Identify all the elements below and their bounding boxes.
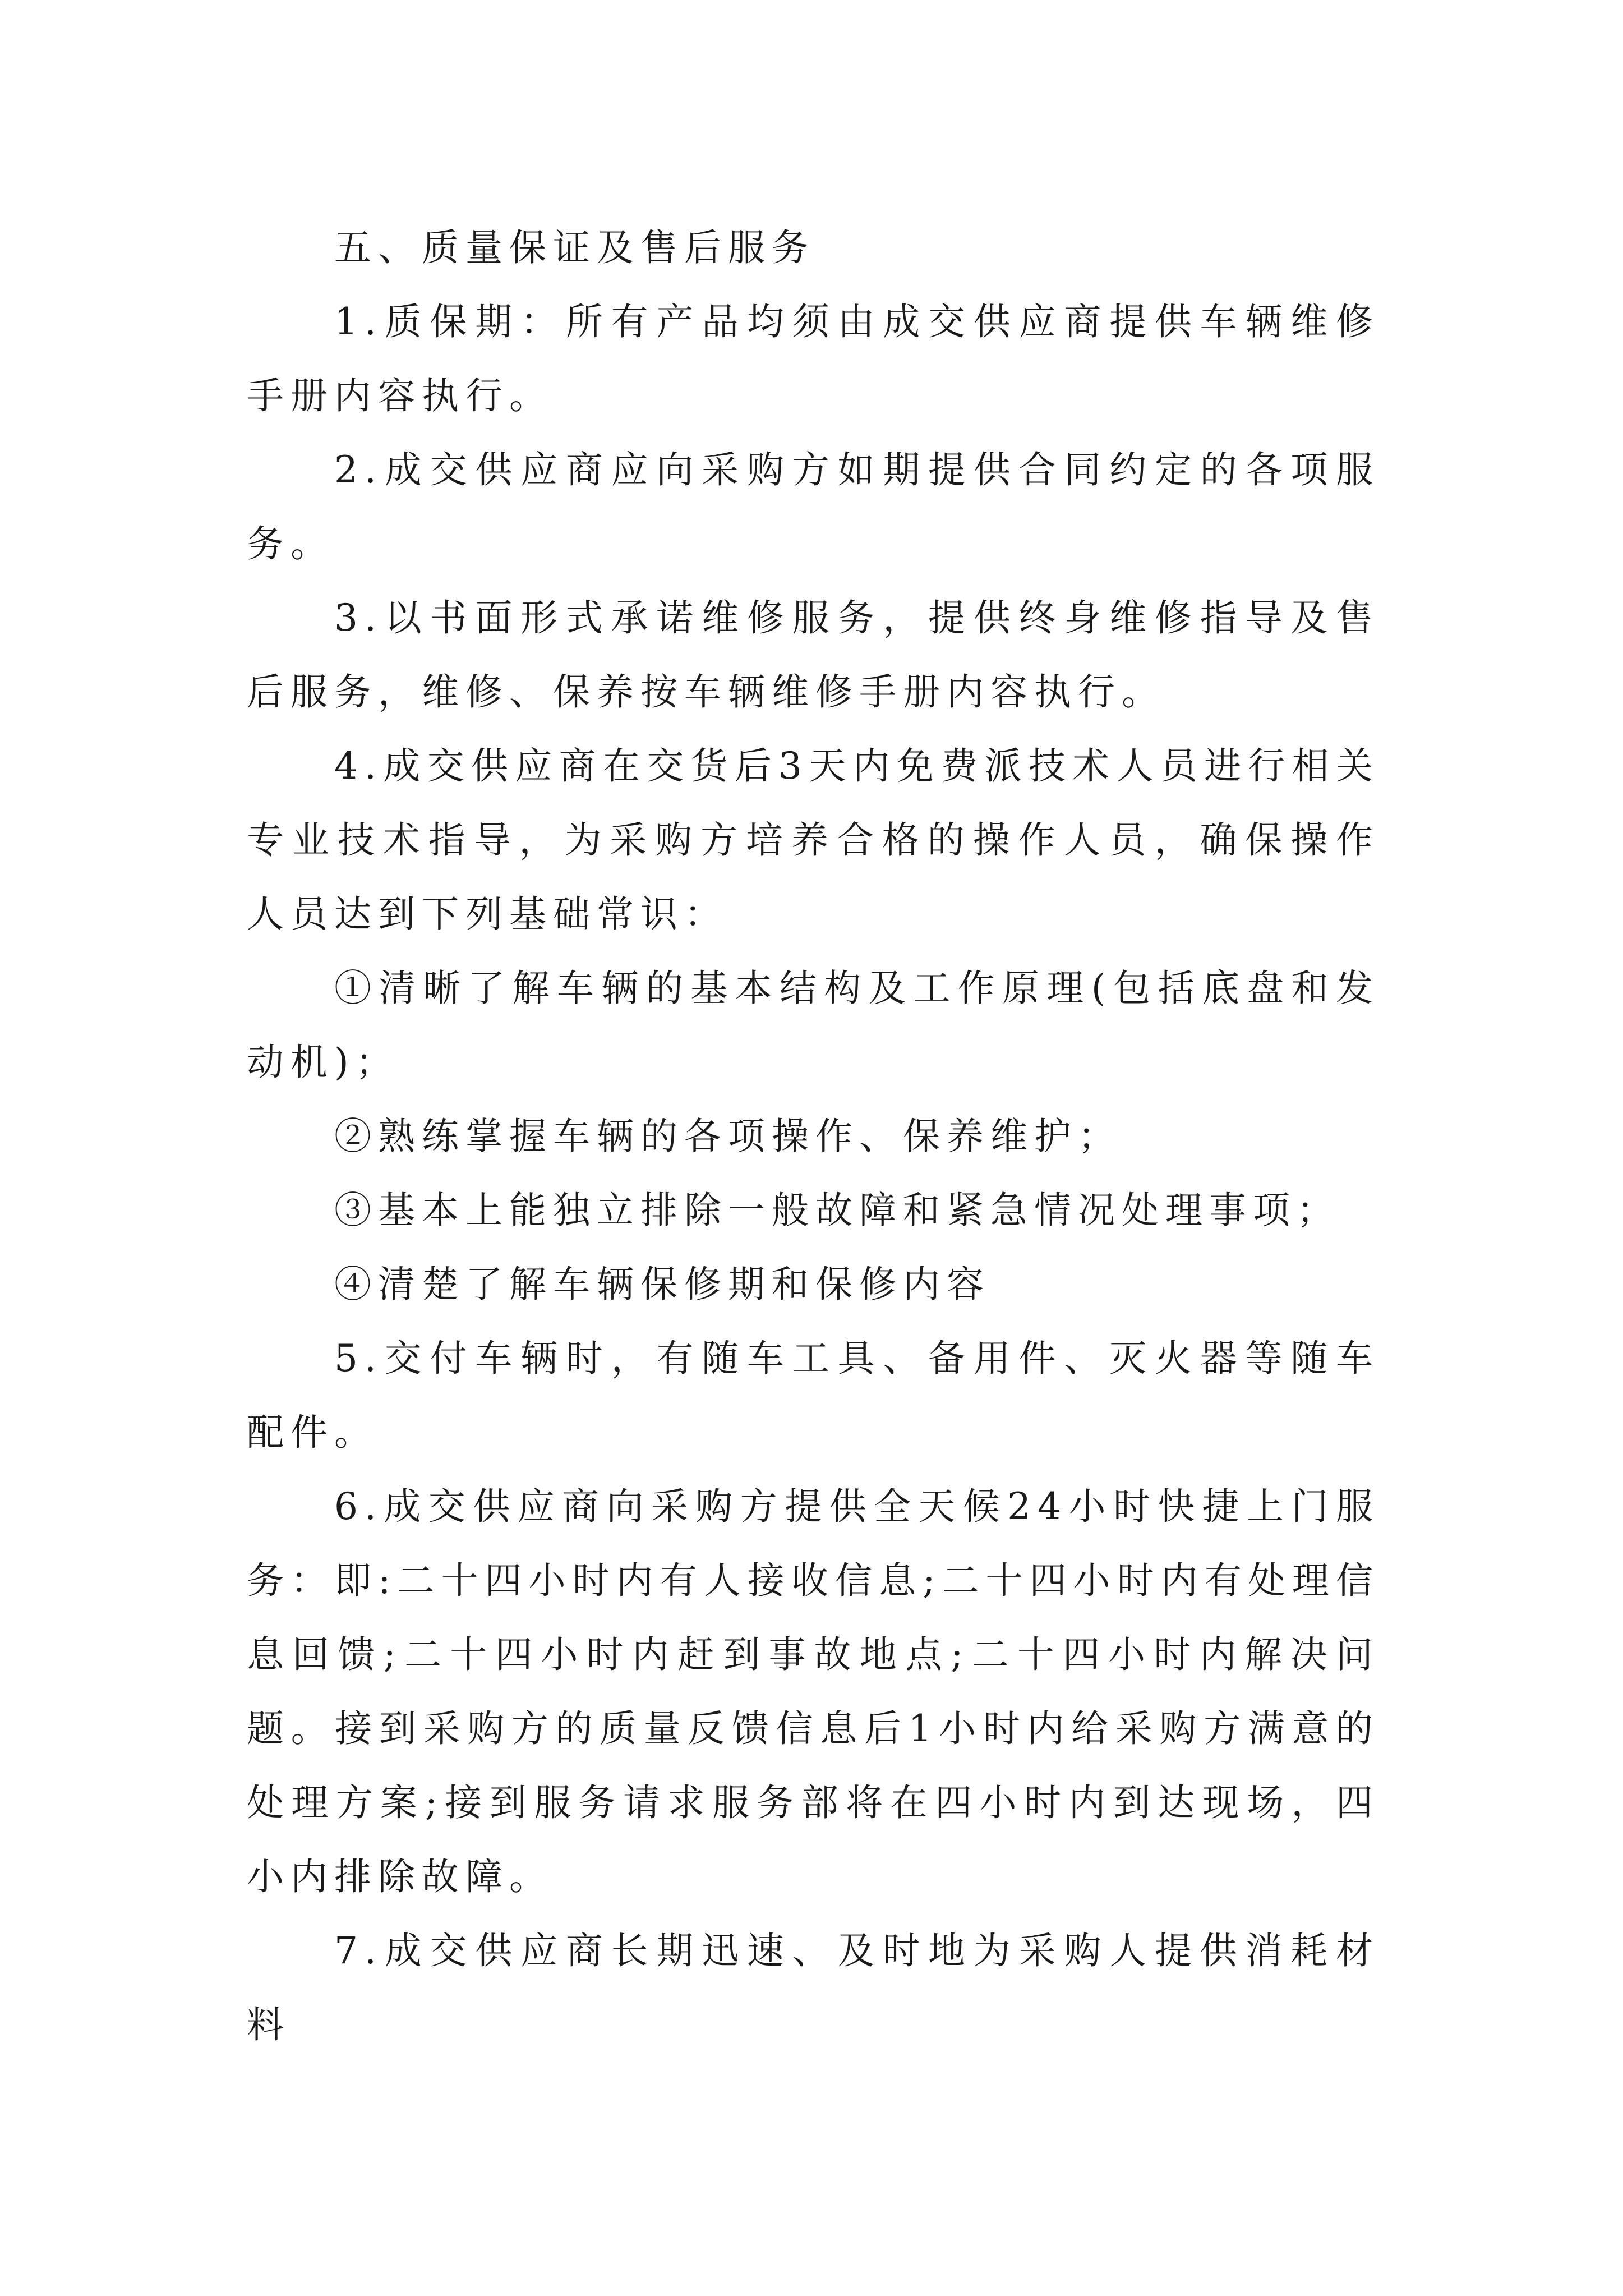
paragraph-7: 7.成交供应商长期迅速、及时地为采购人提供消耗材料 [247,1929,1380,2046]
paragraph-3: 3.以书面形式承诺维修服务，提供终身维修指导及售后服务，维修、保养按车辆维修手册内容执行。 [247,596,1380,714]
list-item-1: ①清晰了解车辆的基本结构及工作原理(包括底盘和发动机)； [247,967,1380,1084]
list-item-2: ②熟练掌握车辆的各项操作、保养维护； [334,1115,1122,1158]
paragraph-2: 2.成交供应商应向采购方如期提供合同约定的各项服务。 [247,448,1380,565]
paragraph-6: 6.成交供应商向采购方提供全天候24小时快捷上门服务：即:二十四小时内有人接收信息;二十四小时内有处理信息回馈;二十四小时内赶到事故地点;二十四小时内解决问题。接到采购方的质量反馈信息后1小时内给采购方满意的处理方案;接到服务请求服务部将在四小时内到达现场，四小内排除故障。 [247,1485,1380,1898]
list-item-3: ③基本上能独立排除一般故障和紧急情况处理事项； [334,1189,1340,1232]
paragraph-5: 5.交付车辆时，有随车工具、备用件、灭火器等随车配件。 [247,1337,1380,1454]
paragraph-4: 4.成交供应商在交货后3天内免费派技术人员进行相关专业技术指导，为采购方培养合格的操作人员，确保操作人员达到下列基础常识： [247,744,1380,936]
paragraph-1: 1.质保期：所有产品均须由成交供应商提供车辆维修手册内容执行。 [247,300,1380,417]
section-heading: 五、质量保证及售后服务 [334,226,815,269]
document-body [247,211,1380,2062]
list-item-4: ④清楚了解车辆保修期和保修内容 [334,1263,990,1306]
